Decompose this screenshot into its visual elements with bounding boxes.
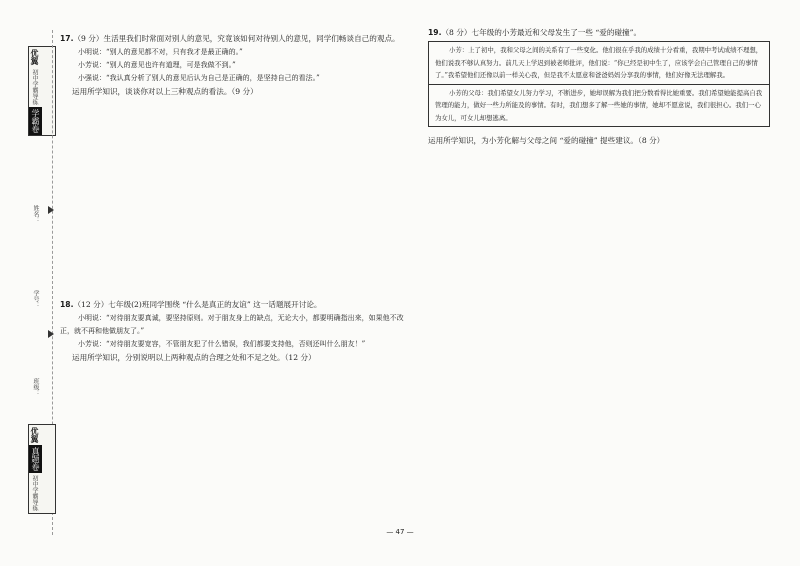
question-18 <box>60 298 410 365</box>
cut-marker <box>48 330 54 338</box>
page-number: — 47 — <box>386 528 414 536</box>
brand-logo-text: 优翼 <box>30 49 40 65</box>
question-19-task <box>428 134 773 148</box>
question-task: 运用所学知识，谈谈你对以上三种观点的看法。（9 分） <box>72 87 258 96</box>
material-xiaofang: 小芳：上了初中，我和父母之间的关系有了一些变化。他们很在乎我的成绩十分看重，我期中考试成绩不理想，他们说我不够认真努力。前几天上学迟到被老师批评，他们说：“你已经是初中生了，应该学会自己管理自己的事情了。”我希望他们还像以前一样关心我，但是我不太愿意和爸爸妈妈分享我的事情，他们好像无法理解我。 <box>435 46 763 79</box>
question-task: 运用所学知识，分别说明以上两种观点的合理之处和不足之处。（12 分） <box>72 353 316 362</box>
brand-logo-text: 优翼 <box>30 427 40 443</box>
material-box <box>428 41 770 127</box>
opinion-line: 小明说：“对待朋友要真诚，要坚持原则。对于朋友身上的缺点，无论大小，都要明确指出来，如果他不改正，就不再和他做朋友了。” <box>60 314 404 335</box>
question-prompt: （12 分）七年级(2)班同学围绕 “什么是真正的友谊” 这一话题展开讨论。 <box>73 300 322 309</box>
brand-badge-bottom <box>28 424 56 514</box>
brand-series-text: 初中学霸导练 <box>31 475 38 511</box>
question-number: 18. <box>60 300 74 309</box>
brand-volume-text: 学霸卷 <box>31 109 40 133</box>
question-19-head <box>428 26 773 40</box>
question-17 <box>60 32 410 99</box>
brand-volume-text: 真题卷 <box>31 447 40 471</box>
opinion-line: 小芳说：“别人的意见也许有道理，可是我做不到。” <box>78 61 236 69</box>
class-field-label: 班级： <box>32 378 39 396</box>
question-prompt: （9 分）生活里我们时常面对别人的意见，究竟该如何对待别人的意见，同学们畅谈自己的观点。 <box>73 34 400 43</box>
question-number: 19. <box>428 28 442 37</box>
opinion-line: 小强说：“我认真分析了别人的意见后认为自己是正确的，是坚持自己的看法。” <box>78 74 320 82</box>
material-parents: 小芳的父母：我们希望女儿努力学习，不断进步，她却误解为我们把分数看得比她重要。我们希望她能提高自我管理的能力，做好一些力所能及的事情。有时，我们想多了解一些她的事情，她却不愿意说，我们很担心。我们一心为女儿，可女儿却想逃离。 <box>429 84 769 127</box>
question-head <box>60 32 410 46</box>
question-task: 运用所学知识，为小芳化解与父母之间 “爱的碰撞” 提些建议。（8 分） <box>428 136 665 145</box>
student-id-field-label: 学号： <box>32 290 39 308</box>
opinion-line: 小芳说：“对待朋友要宽容，不管朋友犯了什么错误，我们都要支持他，否则还叫什么朋友！” <box>78 340 366 348</box>
brand-series-text: 初中学霸导练 <box>31 69 38 105</box>
question-prompt: （8 分）七年级的小芳最近和父母发生了一些 “爱的碰撞”。 <box>441 28 642 37</box>
question-head <box>60 298 410 312</box>
cut-marker <box>48 206 54 214</box>
binding-margin <box>0 0 60 566</box>
question-number: 17. <box>60 34 74 43</box>
opinion-line: 小明说：“别人的意见都不对，只有我才是最正确的。” <box>78 48 243 56</box>
name-field-label: 姓名： <box>32 205 39 223</box>
